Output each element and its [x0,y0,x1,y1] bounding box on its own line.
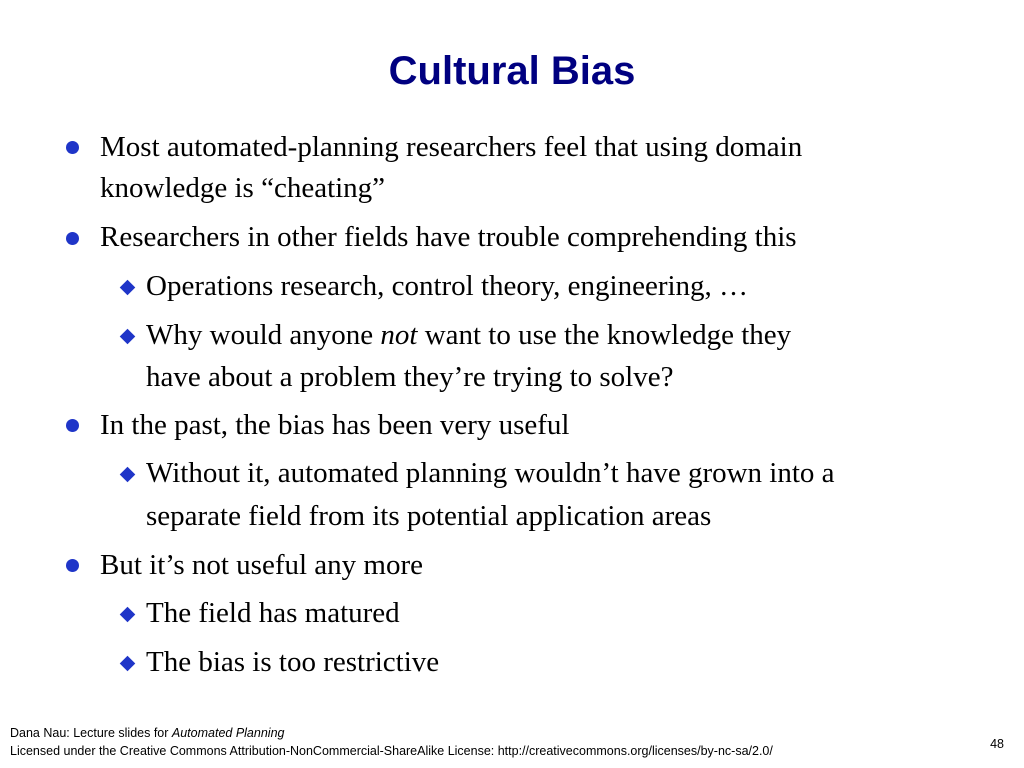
page-number: 48 [990,737,1004,751]
bullet-2: Researchers in other fields have trouble comprehending this [100,221,797,253]
bullet-3-sub-1-line-1: Without it, automated planning wouldn’t have grown into a [146,457,835,489]
bullet-3-sub-1-line-2: separate field from its potential application areas [146,500,712,532]
bullet-4: But it’s not useful any more [100,549,423,581]
bullet-dot-icon [66,559,79,572]
footer-credit [10,724,773,742]
bullet-diamond-icon [120,280,136,296]
text-run: Why would anyone [146,319,381,351]
bullet-diamond-icon [120,467,136,483]
bullet-4-sub-1: The field has matured [146,597,400,629]
bullet-dot-icon [66,141,79,154]
footer-license: Licensed under the Creative Commons Attribution-NonCommercial-ShareAlike License: http://creativecommons.org/licenses/by-nc-sa/2.0/ [10,744,773,758]
bullet-dot-icon [66,232,79,245]
bullet-diamond-icon [120,329,136,345]
bullet-1-line-2: knowledge is “cheating” [100,172,386,204]
bullet-diamond-icon [120,607,136,623]
slide-title: Cultural Bias [388,49,636,93]
bullet-2-sub-1: Operations research, control theory, engineering, … [146,270,749,302]
bullet-1-line-1: Most automated-planning researchers feel that using domain [100,131,803,163]
bullet-dot-icon [66,419,79,432]
footer-book-title: Automated Planning [171,726,285,740]
footer [10,724,773,760]
bullet-diamond-icon [120,656,136,672]
emphasis-text: not [380,319,418,351]
footer-credit-prefix: Dana Nau: Lecture slides for [10,726,172,740]
bullet-2-sub-2-line-1 [146,315,791,356]
text-run: want to use the knowledge they [417,319,792,351]
bullet-4-sub-2: The bias is too restrictive [146,646,440,678]
bullet-3: In the past, the bias has been very useful [100,409,570,441]
bullet-2-sub-2-line-2: have about a problem they’re trying to solve? [146,361,674,393]
